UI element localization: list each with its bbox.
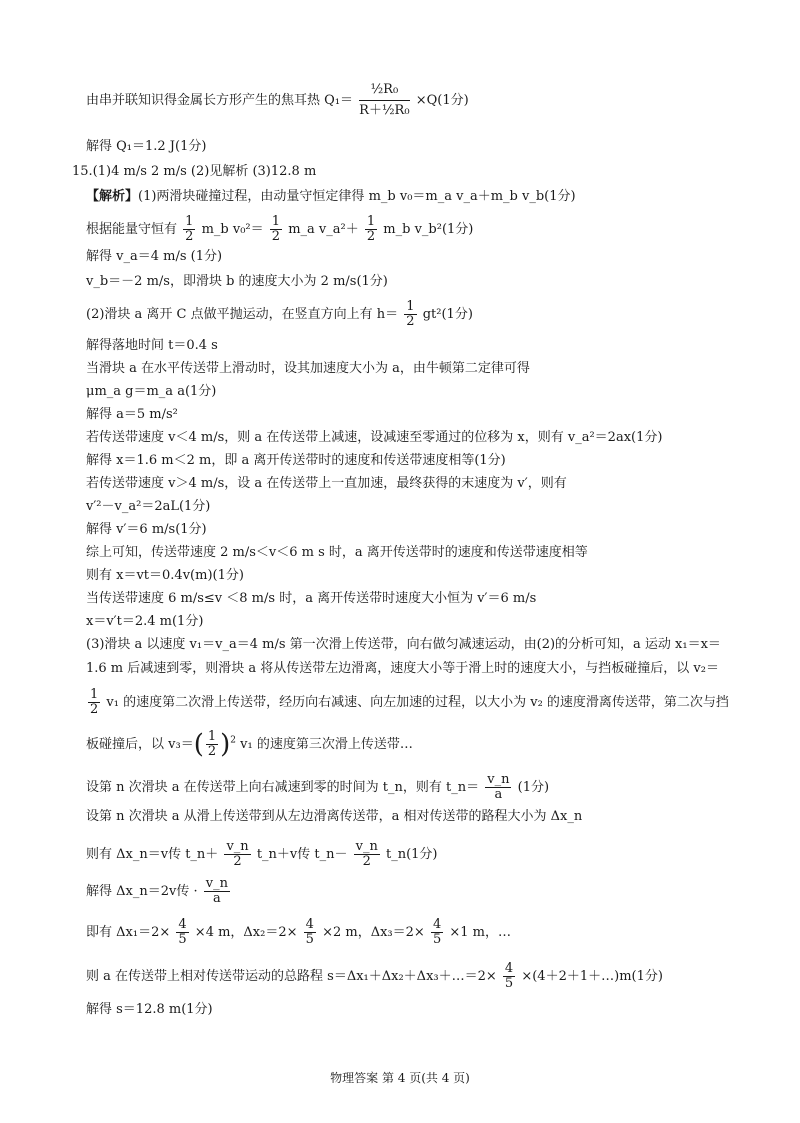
- fraction-numerator: 4: [432, 917, 442, 932]
- fraction-denominator: 2: [366, 229, 376, 244]
- exponent: 2: [230, 735, 237, 746]
- fraction-denominator: 2: [90, 702, 99, 717]
- fraction: [224, 840, 250, 869]
- text-span: v₁ 的速度第二次滑上传送带，经历向右减速、向左加速的过程，以大小为 v₂ 的速度滑离传送带，第二次与挡: [106, 695, 729, 710]
- text-line: 解得 a＝5 m/s²: [86, 407, 178, 422]
- text-line: 解得落地时间 t＝0.4 s: [86, 338, 218, 353]
- text-span: t_n(1分): [385, 847, 438, 862]
- paren: ): [220, 729, 231, 760]
- fraction: [204, 877, 230, 906]
- text-line: 设第 n 次滑块 a 从滑上传送带到从左边滑离传送带，a 相对传送带的路程大小为 Δx_n: [86, 809, 583, 824]
- fraction-numerator: 1: [366, 214, 376, 229]
- text-line: [86, 962, 760, 991]
- fraction-numerator: v_n: [226, 839, 249, 854]
- text-span: Q₁＝: [324, 93, 354, 108]
- text-span: m_a v_a²＋: [288, 222, 359, 237]
- text-line: [86, 840, 760, 869]
- fraction-denominator: 2: [207, 744, 217, 759]
- joule-heat-line: [86, 80, 760, 121]
- fraction: [176, 918, 188, 947]
- fraction-denominator: 2: [406, 314, 415, 329]
- fraction: [485, 773, 511, 802]
- fraction-numerator: 1: [406, 299, 415, 314]
- fraction: [359, 80, 409, 121]
- energy-line: [86, 215, 760, 244]
- fraction-numerator: v_n: [205, 876, 228, 891]
- text-span: ×2 m，Δx₃＝2×: [322, 925, 425, 940]
- fraction-numerator: 1: [271, 214, 281, 229]
- fraction-numerator: 1: [185, 214, 194, 229]
- result-line: 解得 Q₁＝1.2 J(1分): [86, 139, 207, 154]
- text-line: 则有 x＝vt＝0.4v(m)(1分): [86, 568, 244, 583]
- fraction-denominator: a: [212, 891, 221, 906]
- text-span: 即有 Δx₁＝2×: [86, 925, 171, 940]
- fraction-numerator: 4: [504, 961, 514, 976]
- fraction-denominator: R＋½R₀: [359, 103, 410, 118]
- text-span: 设第 n 次滑块 a 在传送带上向右减速到零的时间为 t_n，则有 t_n＝: [86, 780, 480, 795]
- fraction: [354, 840, 380, 869]
- text-line: 1.6 m 后减速到零，则滑块 a 将从传送带左边滑离，速度大小等于滑上时的速度大小，与挡板碰撞后，以 v₂＝: [86, 661, 719, 676]
- page-footer: 物理答案 第 4 页(共 4 页): [330, 1071, 470, 1085]
- fraction-numerator: v_n: [355, 839, 378, 854]
- fraction: [270, 215, 282, 244]
- text-line: 综上可知，传送带速度 2 m/s＜v＜6 m s 时，a 离开传送带时的速度和传送带速度相等: [86, 545, 588, 560]
- text-span: ×4 m，Δx₂＝2×: [194, 925, 298, 940]
- result-line: 解得 v_a＝4 m/s (1分): [86, 249, 223, 264]
- text-line: 若传送带速度 v＞4 m/s，设 a 在传送带上一直加速，最终获得的末速度为 v′，则有: [86, 476, 567, 491]
- fraction-denominator: 2: [233, 854, 242, 869]
- text-span: ×Q(1分): [415, 93, 469, 108]
- fraction: [431, 918, 443, 947]
- text-line: 解得 v′＝6 m/s(1分): [86, 522, 207, 537]
- text-span: 则 a 在传送带上相对传送带运动的总路程 s＝Δx₁＋Δx₂＋Δx₃＋…＝2×: [86, 969, 497, 984]
- fraction: [206, 730, 218, 759]
- text-span: ×(4＋2＋1＋…)m(1分): [521, 969, 663, 984]
- text-span: 解得 Δx_n＝2v传 ·: [86, 884, 198, 899]
- text-span: ×1 m，…: [449, 925, 511, 940]
- fraction-numerator: 4: [178, 917, 187, 932]
- text-span: 板碰撞后，以 v₃＝: [86, 737, 194, 752]
- text-line: v_b＝－2 m/s，即滑块 b 的速度大小为 2 m/s(1分): [86, 274, 388, 289]
- text-span: 由串并联知识得金属长方形产生的焦耳热: [86, 93, 321, 108]
- text-line: 解得 x＝1.6 m＜2 m，即 a 离开传送带时的速度和传送带速度相等(1分): [86, 453, 506, 468]
- text-span: 根据能量守恒有: [86, 222, 178, 237]
- fraction: [404, 300, 416, 329]
- text-line: (3)滑块 a 以速度 v₁＝v_a＝4 m/s 第一次滑上传送带，向右做匀减速运动，由(2)的分析可知，a 运动 x₁＝x＝: [86, 637, 721, 652]
- projectile-line: [86, 300, 760, 329]
- text-span: 则有 Δx_n＝v传 t_n＋: [86, 847, 219, 862]
- text-span: (1分): [517, 780, 550, 795]
- fraction: [503, 962, 515, 991]
- text-span: (1)两滑块碰撞过程，由动量守恒定律得 m_b v₀＝m_a v_a＋m_b v_b(1分): [138, 189, 576, 204]
- text-line: [86, 730, 760, 759]
- text-line: v′²－v_a²＝2aL(1分): [86, 499, 211, 514]
- fraction-numerator: v_n: [487, 772, 510, 787]
- result-line: 解得 s＝12.8 m(1分): [86, 1002, 213, 1017]
- text-line: x＝v′t＝2.4 m(1分): [86, 614, 204, 629]
- analysis-tag: 【解析】: [86, 189, 139, 204]
- text-span: (2)滑块 a 离开 C 点做平抛运动，在竖直方向上有 h＝: [86, 307, 399, 322]
- text-line: 若传送带速度 v＜4 m/s，则 a 在传送带上减速，设减速至零通过的位移为 x，则有 v_a²＝2ax(1分): [86, 430, 663, 445]
- text-span: m_b v₀²＝: [201, 222, 264, 237]
- fraction: [304, 918, 316, 947]
- text-span: v₁ 的速度第三次滑上传送带…: [240, 737, 413, 752]
- text-span: t_n＋v传 t_n－: [256, 847, 348, 862]
- fraction-denominator: 5: [305, 932, 314, 947]
- text-line: 当传送带速度 6 m/s≤v ＜8 m/s 时，a 离开传送带时速度大小恒为 v′＝6 m/s: [86, 591, 537, 606]
- fraction-denominator: 2: [271, 229, 281, 244]
- text-line: [86, 773, 760, 802]
- fraction-denominator: 5: [432, 932, 442, 947]
- text-line: [86, 688, 760, 717]
- paren: (: [193, 729, 204, 760]
- fraction-numerator: 4: [305, 917, 314, 932]
- fraction-denominator: 5: [178, 932, 187, 947]
- fraction-numerator: 1: [90, 687, 99, 702]
- fraction-denominator: 5: [504, 976, 514, 991]
- fraction-denominator: 2: [362, 854, 371, 869]
- text-span: m_b v_b²(1分): [383, 222, 474, 237]
- answer-summary-line: 15.(1)4 m/s 2 m/s (2)见解析 (3)12.8 m: [72, 164, 317, 179]
- fraction-denominator: 2: [185, 229, 194, 244]
- fraction-numerator: 1: [207, 729, 217, 744]
- text-line: μm_a g＝m_a a(1分): [86, 384, 217, 399]
- text-line: 当滑块 a 在水平传送带上滑动时，设其加速度大小为 a，由牛顿第二定律可得: [86, 361, 530, 376]
- text-line: [86, 918, 760, 947]
- text-line: [86, 877, 760, 906]
- text-span: gt²(1分): [422, 307, 473, 322]
- fraction: [365, 215, 377, 244]
- fraction-numerator: ½R₀: [359, 80, 409, 101]
- fraction: [88, 688, 100, 717]
- analysis-line: [86, 188, 760, 206]
- fraction-denominator: a: [494, 787, 503, 802]
- fraction: [183, 215, 195, 244]
